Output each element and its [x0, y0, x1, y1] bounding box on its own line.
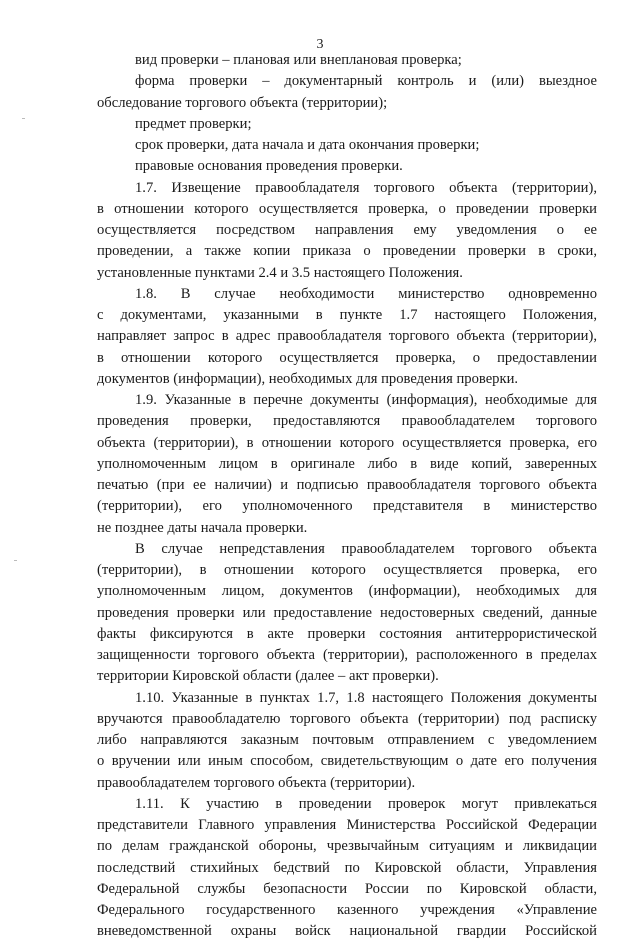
text-line: осуществляется посредством направления ему уведомления о ее: [97, 222, 597, 238]
text-line: проведении, а также копии приказа о проведении проверки в сроки,: [97, 243, 597, 260]
text-line: Федеральной службы безопасности России по Кировской области,: [97, 880, 597, 897]
scan-mark: [22, 118, 25, 119]
text-line: 1.9. Указанные в перечне документы (информация), необходимые для: [135, 392, 597, 408]
text-line: о вручении или иным способом, свидетельствующим о дате его получения: [97, 753, 597, 770]
text-line: не позднее даты начала проверки.: [97, 519, 308, 536]
text-line: защищенности торгового объекта (территории), расположенного в пределах: [97, 647, 597, 663]
page-number: 3: [316, 37, 324, 52]
text-line: последствий стихийных бедствий по Кировской области, Управления: [97, 859, 597, 876]
text-line: территории Кировской области (далее – акт проверки).: [97, 668, 439, 685]
text-line: (территории), в отношении которого осуществляется проверка, его: [97, 562, 597, 578]
text-line: в отношении которого осуществляется проверка, о проведении проверки: [97, 200, 597, 217]
text-line: 1.10. Указанные в пунктах 1.7, 1.8 настоящего Положения документы: [135, 689, 597, 706]
text-line: с документами, указанными в пункте 1.7 настоящего Положения,: [97, 307, 597, 323]
text-line: вневедомственной охраны войск национальной гвардии Российской: [97, 923, 597, 940]
text-line: проведения проверки, предоставляются правообладателем торгового: [97, 413, 597, 430]
text-line: факты фиксируются в акте проверки состояния антитеррористической: [97, 625, 597, 642]
text-line: (территории), его уполномоченного представителя в министерство: [97, 498, 597, 515]
text-line: направляет запрос в адрес правообладателя торгового объекта (территории),: [97, 328, 597, 345]
text-line: форма проверки – документарный контроль и (или) выездное: [135, 73, 597, 90]
text-line: представители Главного управления Министерства Российской Федерации: [97, 817, 597, 833]
text-line: 1.11. К участию в проведении проверок могут привлекаться: [135, 795, 597, 812]
text-line: в отношении которого осуществляется проверка, о предоставлении: [97, 349, 597, 366]
text-line: уполномоченным лицом, документов (информации), необходимых для: [97, 583, 597, 600]
text-line: В случае непредставления правообладателем торгового объекта: [135, 540, 597, 557]
text-line: печатью (при ее наличии) и подписью правообладателя торгового объекта: [97, 477, 597, 493]
text-line: уполномоченным лицом в оригинале либо в виде копий, заверенных: [97, 455, 597, 472]
text-line: правовые основания проведения проверки.: [135, 158, 403, 175]
text-line: правообладателем торгового объекта (территории).: [97, 774, 416, 791]
text-line: Федерального государственного казенного учреждения «Управление: [97, 902, 597, 918]
text-line: объекта (территории), в отношении которого осуществляется проверка, его: [97, 434, 597, 451]
text-line: срок проверки, дата начала и дата окончания проверки;: [135, 137, 480, 153]
text-line: либо направляются заказным почтовым отправлением с уведомлением: [97, 732, 597, 748]
text-line: документов (информации), необходимых для проведения проверки.: [97, 370, 519, 387]
text-line: вручаются правообладателю торгового объекта (территории) под расписку: [97, 710, 597, 727]
text-line: установленные пунктами 2.4 и 3.5 настоящего Положения.: [97, 264, 463, 281]
text-line: 1.8. В случае необходимости министерство одновременно: [135, 285, 597, 302]
text-line: 1.7. Извещение правообладателя торгового объекта (территории),: [135, 179, 597, 196]
text-line: по делам гражданской обороны, чрезвычайным ситуациям и ликвидации: [97, 838, 597, 855]
text-line: обследование торгового объекта (территории);: [97, 94, 388, 111]
scan-mark: [14, 560, 17, 561]
text-line: проведения проверки или предоставление недостоверных сведений, данные: [97, 604, 597, 621]
text-line: предмет проверки;: [135, 115, 252, 132]
text-line: вид проверки – плановая или внеплановая проверка;: [135, 52, 462, 68]
